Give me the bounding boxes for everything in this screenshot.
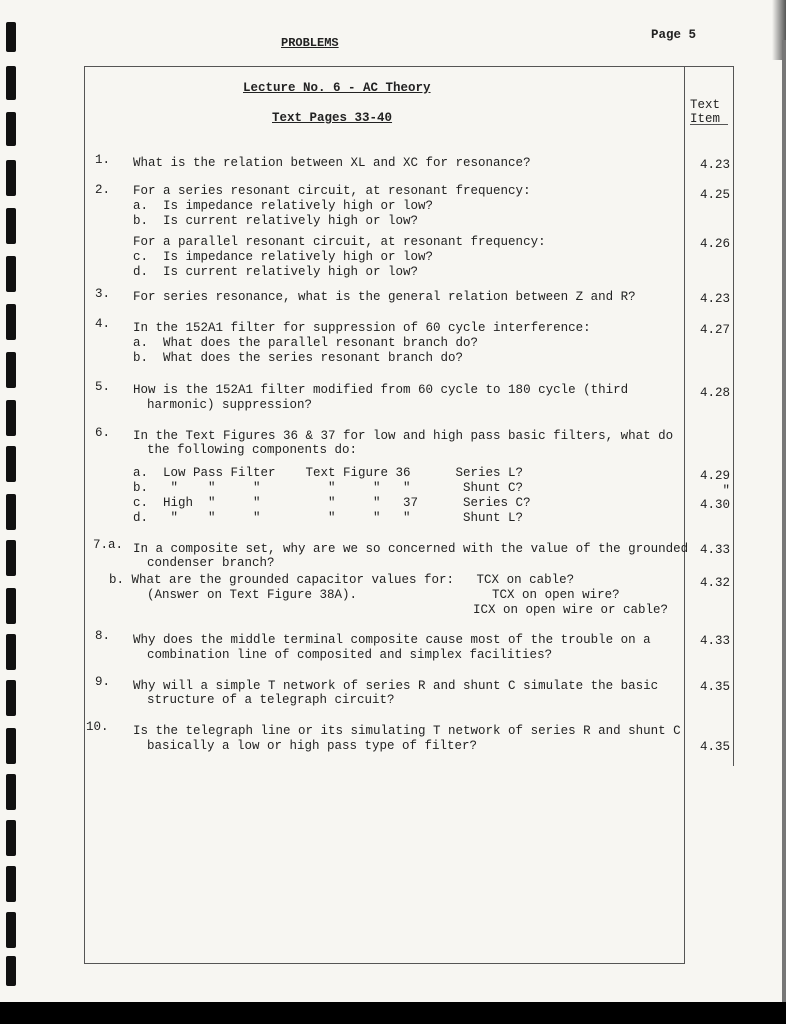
question-number: 1. xyxy=(95,153,111,167)
frame-left xyxy=(84,66,85,964)
binder-hole xyxy=(6,22,16,52)
column-header-item: Item xyxy=(690,112,721,126)
sub-question: a. Is impedance relatively high or low? xyxy=(133,199,434,213)
binder-hole xyxy=(6,304,16,340)
sub-question: b. What are the grounded capacitor values for: TCX on cable? xyxy=(109,573,575,587)
text-item-ref: 4.28 xyxy=(699,386,730,400)
frame-top xyxy=(84,66,734,67)
binder-hole xyxy=(6,352,16,388)
column-header-text: Text xyxy=(690,98,721,112)
question-text-cont: basically a low or high pass type of filter? xyxy=(147,739,478,753)
question-text: Why does the middle terminal composite cause most of the trouble on a xyxy=(133,633,651,647)
question-text: How is the 152A1 filter modified from 60 cycle to 180 cycle (third xyxy=(133,383,629,397)
binder-hole xyxy=(6,866,16,902)
binder-hole xyxy=(6,446,16,482)
binder-hole xyxy=(6,912,16,948)
text-pages: Text Pages 33-40 xyxy=(272,111,393,125)
binder-hole xyxy=(6,588,16,624)
question-text: In a composite set, why are we so concerned with the value of the grounded xyxy=(133,542,689,556)
question-text-cont: the following components do: xyxy=(147,443,358,457)
question-text: For a series resonant circuit, at resonant frequency: xyxy=(133,184,531,198)
component-row: d. " " " " " " Shunt L? xyxy=(133,511,524,525)
binder-hole xyxy=(6,160,16,196)
text-item-ref: 4.35 xyxy=(699,740,730,754)
question-text-cont: harmonic) suppression? xyxy=(147,398,313,412)
question-number: 8. xyxy=(95,629,111,643)
frame-bottom xyxy=(84,963,684,964)
page-edge xyxy=(782,40,786,1002)
sub-question: c. Is impedance relatively high or low? xyxy=(133,250,434,264)
text-item-ref: " xyxy=(722,484,730,498)
binder-hole xyxy=(6,728,16,764)
frame-right xyxy=(733,66,734,766)
page-number: Page 5 xyxy=(651,28,697,42)
binder-hole xyxy=(6,400,16,436)
text-item-ref: 4.35 xyxy=(699,680,730,694)
binder-hole xyxy=(6,112,16,146)
binder-hole xyxy=(6,820,16,856)
question-number: 6. xyxy=(95,426,111,440)
binder-hole xyxy=(6,680,16,716)
text-item-ref: 4.30 xyxy=(699,498,730,512)
binder-hole xyxy=(6,256,16,292)
question-number: 4. xyxy=(95,317,111,331)
component-row: b. " " " " " " Shunt C? xyxy=(133,481,524,495)
text-item-ref: 4.26 xyxy=(699,237,730,251)
question-text: What is the relation between XL and XC for resonance? xyxy=(133,156,531,170)
question-text: In the 152A1 filter for suppression of 60 cycle interference: xyxy=(133,321,591,335)
question-number: 5. xyxy=(95,380,111,394)
question-number: 7.a. xyxy=(93,538,124,552)
binder-hole xyxy=(6,540,16,576)
text-item-ref: 4.29 xyxy=(699,469,730,483)
question-text: For series resonance, what is the general relation between Z and R? xyxy=(133,290,636,304)
question-number: 2. xyxy=(95,183,111,197)
component-row: c. High " " " " 37 Series C? xyxy=(133,496,531,510)
text-item-ref: 4.25 xyxy=(699,188,730,202)
text-item-ref: 4.23 xyxy=(699,292,730,306)
scan-bottom-border xyxy=(0,1002,786,1024)
binder-hole xyxy=(6,634,16,670)
binder-hole xyxy=(6,956,16,986)
sub-question: b. What does the series resonant branch do? xyxy=(133,351,464,365)
text-item-ref: 4.23 xyxy=(699,158,730,172)
component-row: a. Low Pass Filter Text Figure 36 Series L? xyxy=(133,466,524,480)
question-text: Why will a simple T network of series R and shunt C simulate the basic xyxy=(133,679,659,693)
frame-column-divider xyxy=(684,66,685,964)
binder-hole xyxy=(6,774,16,810)
text-item-ref: 4.33 xyxy=(699,634,730,648)
question-text: Is the telegraph line or its simulating T network of series R and shunt C xyxy=(133,724,681,738)
question-text: In the Text Figures 36 & 37 for low and high pass basic filters, what do xyxy=(133,429,674,443)
sub-question-option: ICX on open wire or cable? xyxy=(473,603,669,617)
lecture-title: Lecture No. 6 - AC Theory xyxy=(243,81,431,95)
sub-question: d. Is current relatively high or low? xyxy=(133,265,419,279)
binder-hole xyxy=(6,66,16,100)
question-text-cont: condenser branch? xyxy=(147,556,275,570)
binder-hole xyxy=(6,208,16,244)
text-item-ref: 4.33 xyxy=(699,543,730,557)
section-title: PROBLEMS xyxy=(281,36,339,50)
binder-hole xyxy=(6,494,16,530)
question-number: 3. xyxy=(95,287,111,301)
question-number: 10. xyxy=(86,720,109,734)
question-text: For a parallel resonant circuit, at resonant frequency: xyxy=(133,235,546,249)
question-text-cont: structure of a telegraph circuit? xyxy=(147,693,395,707)
sub-question: b. Is current relatively high or low? xyxy=(133,214,419,228)
sub-question-note: (Answer on Text Figure 38A). TCX on open wire? xyxy=(147,588,620,602)
text-item-ref: 4.27 xyxy=(699,323,730,337)
question-number: 9. xyxy=(95,675,111,689)
text-item-ref: 4.32 xyxy=(699,576,730,590)
question-text-cont: combination line of composited and simplex facilities? xyxy=(147,648,553,662)
sub-question: a. What does the parallel resonant branch do? xyxy=(133,336,479,350)
